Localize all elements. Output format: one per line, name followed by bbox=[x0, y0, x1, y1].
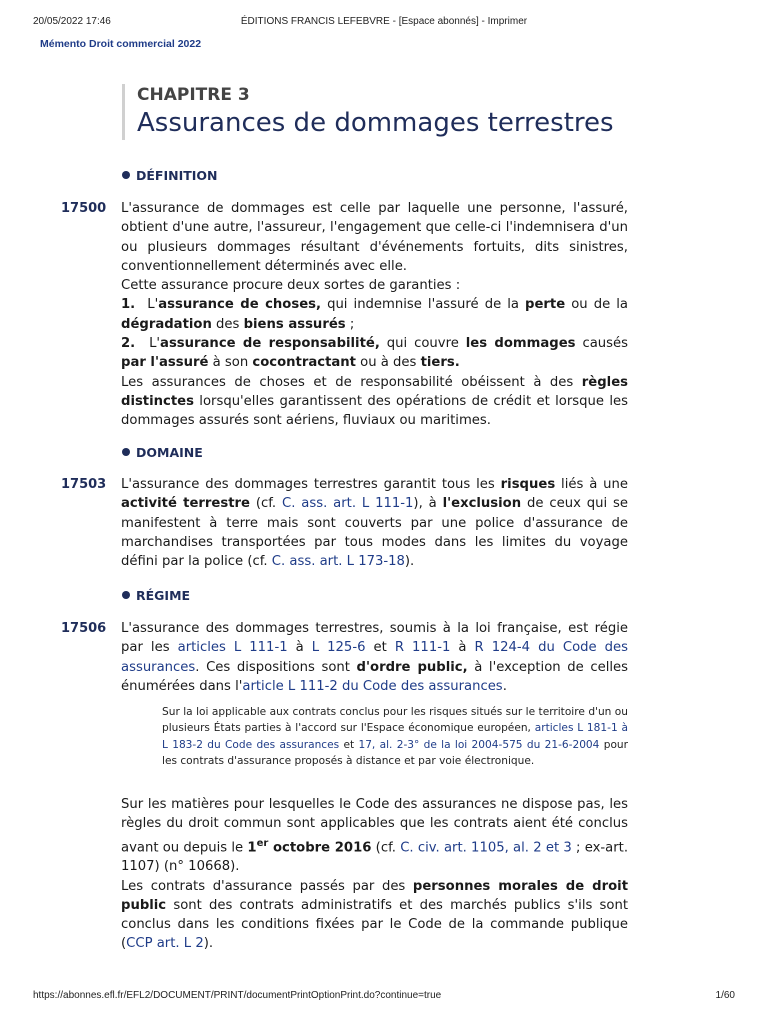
bold-text: l'exclusion bbox=[442, 496, 522, 512]
article-link[interactable]: L 125-6 bbox=[311, 640, 366, 656]
text: ; bbox=[345, 316, 355, 332]
text: ). bbox=[404, 554, 415, 570]
list-number: 2. bbox=[121, 336, 136, 352]
bold-text: d'ordre public, bbox=[356, 659, 468, 675]
chapter-title: Assurances de dommages terrestres bbox=[137, 108, 614, 138]
bold-text: les dommages bbox=[465, 336, 576, 352]
bold-text: personnes morales de droit public bbox=[121, 878, 629, 913]
section-heading-label: DÉFINITION bbox=[136, 168, 218, 183]
list-number: 1. bbox=[121, 297, 136, 313]
bold-text: assurance de choses, bbox=[158, 297, 322, 313]
bold-text: cocontractant bbox=[252, 355, 356, 371]
print-date: 20/05/2022 17:46 bbox=[33, 16, 111, 27]
list-item bbox=[121, 334, 628, 373]
article-link[interactable]: articles L 181-1 à L 183-2 du Code des assurances bbox=[162, 722, 628, 751]
article-link[interactable]: R 124-4 du Code des assurances bbox=[121, 640, 629, 675]
text: des bbox=[211, 316, 244, 332]
book-title: Mémento Droit commercial 2022 bbox=[40, 38, 202, 50]
text: . Ces dispositions sont bbox=[195, 659, 357, 675]
text: qui couvre bbox=[379, 336, 466, 352]
text: sont des contrats administratifs et des marchés publics s'ils sont conclus dans les conditions fixées par le Code de la commande publique ( bbox=[121, 897, 628, 952]
paragraph-domaine bbox=[121, 475, 628, 571]
print-url: https://abonnes.efl.fr/EFL2/DOCUMENT/PRINT/documentPrintOptionPrint.do?continue=true bbox=[33, 990, 442, 1001]
text: ), à bbox=[413, 496, 443, 512]
bullet-icon bbox=[122, 448, 130, 456]
text bbox=[121, 619, 628, 696]
bold-text: biens assurés bbox=[243, 316, 346, 332]
text: ; ex-art. 1107) (n° 10668). bbox=[121, 839, 629, 875]
paragraph-regime-2 bbox=[121, 795, 628, 954]
print-header bbox=[33, 16, 735, 30]
article-link[interactable]: R 111-1 bbox=[394, 640, 451, 656]
bold-text: octobre 2016 bbox=[268, 839, 372, 855]
bullet-icon bbox=[122, 591, 130, 599]
bold-text: par l'assuré bbox=[121, 355, 209, 371]
text: ou à des bbox=[355, 355, 421, 371]
text: à l'exception de celles énumérées dans l' bbox=[121, 659, 629, 694]
bold-text: activité terrestre bbox=[121, 496, 250, 512]
superscript: er bbox=[256, 837, 269, 849]
bold-text: assurance de responsabilité, bbox=[160, 336, 380, 352]
article-link[interactable]: article L 111-2 du Code des assurances bbox=[242, 678, 503, 694]
text: ). bbox=[203, 936, 214, 952]
article-link[interactable]: C. ass. art. L 173-18 bbox=[271, 554, 405, 570]
text: à bbox=[450, 640, 475, 656]
text: L'assurance des dommages terrestres garantit tous les bbox=[121, 477, 501, 492]
paragraph-number: 17503 bbox=[61, 477, 107, 492]
chapter-heading bbox=[122, 84, 697, 140]
paragraph-definition bbox=[121, 199, 628, 431]
section-heading-label: RÉGIME bbox=[136, 588, 191, 603]
text bbox=[121, 373, 628, 431]
section-heading-definition bbox=[122, 168, 217, 184]
bold-text: dégradation bbox=[121, 316, 212, 332]
text: pour les contrats d'assurance proposés à distance et par voie électronique. bbox=[162, 738, 628, 767]
note-block bbox=[162, 704, 628, 769]
bullet-icon bbox=[122, 171, 130, 179]
text: à bbox=[287, 640, 312, 656]
article-link[interactable]: articles L 111-1 bbox=[177, 640, 288, 656]
article-link[interactable]: CCP art. L 2 bbox=[126, 936, 204, 952]
section-heading-domaine bbox=[122, 445, 203, 461]
list-item bbox=[121, 295, 628, 334]
text: liés à une bbox=[555, 477, 628, 492]
article-link[interactable]: 17, al. 2-3° de la loi 2004-575 du 21-6-2004 bbox=[358, 738, 600, 751]
bold-text: règles distinctes bbox=[121, 374, 628, 409]
text bbox=[121, 795, 628, 877]
text: L'assurance de dommages est celle par laquelle une personne, l'assuré, obtient d'une autre, l'assureur, l'engagement que celle-ci l'indemnisera d'un ou plusieurs dommages résultant d'événements fortuits, dits sinistres, conventionnellement déterminés avec elle. bbox=[121, 201, 628, 274]
text: Sur la loi applicable aux contrats conclus pour les risques situés sur le territoire d'un ou plusieurs États parties à l'accord sur l'Espace économique européen, bbox=[162, 706, 628, 735]
print-footer bbox=[33, 990, 735, 1004]
bold-text: 1 bbox=[247, 839, 257, 855]
paragraph-number: 17506 bbox=[61, 621, 107, 636]
print-page-title: ÉDITIONS FRANCIS LEFEBVRE - [Espace abonnés] - Imprimer bbox=[240, 16, 528, 27]
bold-text: perte bbox=[525, 297, 566, 313]
section-heading-regime bbox=[122, 588, 190, 604]
text: . bbox=[502, 678, 507, 694]
text: Les contrats d'assurance passés par des bbox=[121, 878, 413, 894]
text: L' bbox=[149, 336, 161, 352]
text: (cf. bbox=[249, 496, 282, 512]
article-link[interactable]: C. ass. art. L 111-1 bbox=[282, 496, 414, 512]
text: de ceux qui se manifestent à terre mais sont couverts par une police d'assurance de marchandises transportées par tous modes dans les limites du voyage défini par la police (cf. bbox=[121, 496, 629, 570]
section-heading-label: DOMAINE bbox=[136, 445, 203, 460]
text bbox=[121, 475, 628, 571]
bold-text: risques bbox=[500, 477, 556, 492]
text: à son bbox=[208, 355, 253, 371]
text: L' bbox=[147, 297, 159, 313]
bold-text: tiers. bbox=[420, 355, 460, 371]
text: et bbox=[365, 640, 395, 656]
text: Les assurances de choses et de responsabilité obéissent à des bbox=[121, 374, 582, 390]
text: et bbox=[339, 738, 359, 751]
text: Sur les matières pour lesquelles le Code des assurances ne dispose pas, les règles du droit commun sont applicables que les contrats aient été conclus avant ou depuis le bbox=[121, 797, 628, 855]
text: causés bbox=[575, 336, 628, 352]
paragraph-number: 17500 bbox=[61, 201, 107, 216]
paragraph-regime-1 bbox=[121, 619, 628, 696]
chapter-label: CHAPITRE 3 bbox=[137, 85, 250, 105]
text: Cette assurance procure deux sortes de garanties : bbox=[121, 278, 461, 294]
text bbox=[121, 877, 628, 954]
text: L'assurance des dommages terrestres, soumis à la loi française, est régie par les bbox=[121, 621, 628, 656]
text: lorsqu'elles garantissent des opérations de crédit et lorsque les dommages assurés sont aériens, fluviaux ou maritimes. bbox=[121, 393, 628, 429]
text: ou de la bbox=[565, 297, 628, 313]
article-link[interactable]: C. civ. art. 1105, al. 2 et 3 bbox=[400, 839, 572, 855]
text: qui indemnise l'assuré de la bbox=[321, 297, 526, 313]
text: (cf. bbox=[371, 839, 401, 855]
page-counter: 1/60 bbox=[715, 990, 735, 1001]
